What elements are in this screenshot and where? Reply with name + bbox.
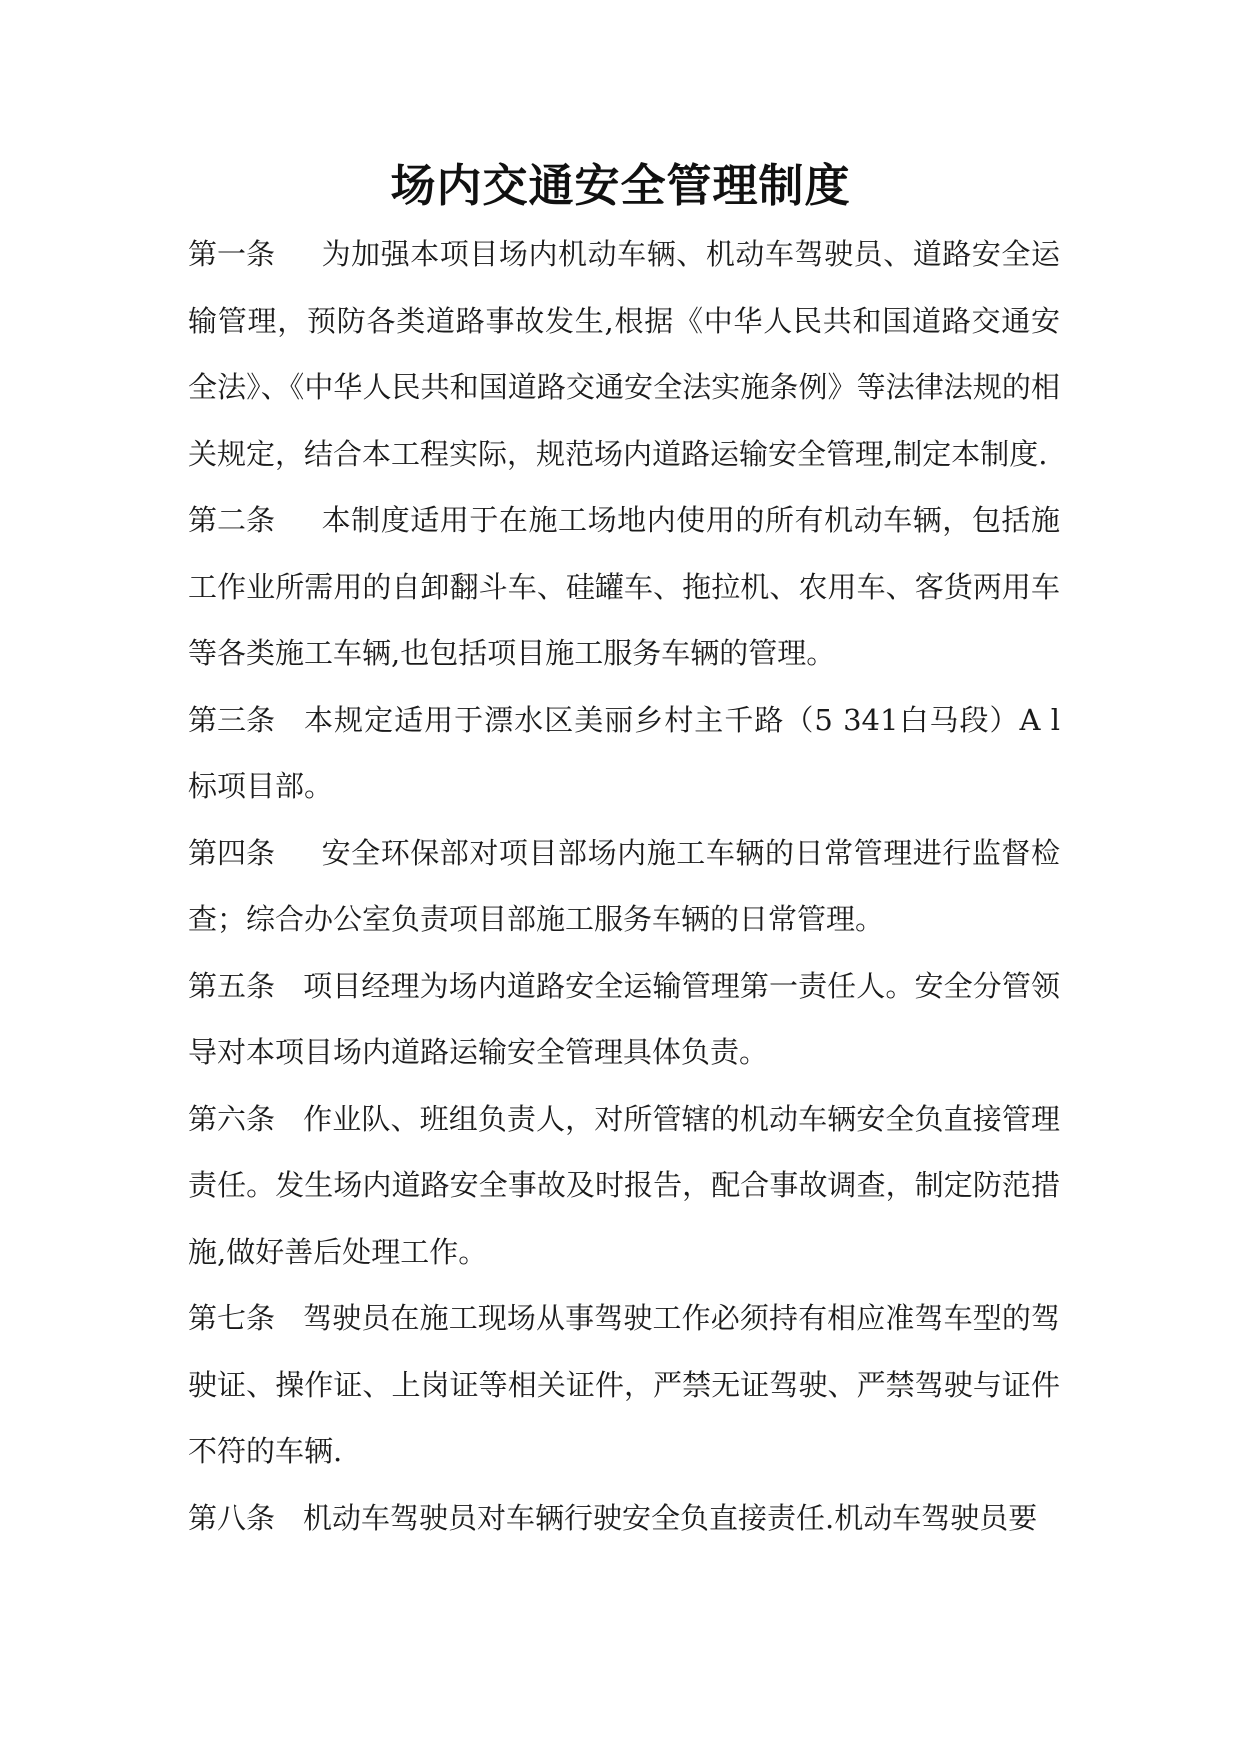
article-text: 作业队、班组负责人，对所管辖的机动车辆安全负直接管理责任。发生场内道路安全事故及时报告，配合事故调查，制定防范措施,做好善后处理工作。 [188, 1101, 1060, 1269]
article-number: 第七条 [188, 1301, 276, 1335]
article-number: 第四条 [188, 835, 276, 870]
article-number: 第六条 [188, 1101, 276, 1136]
article-text: 驾驶员在施工现场从事驾驶工作必须持有相应准驾车型的驾驶证、操作证、上岗证等相关证件，严禁无证驾驶、严禁驾驶与证件不符的车辆. [188, 1301, 1060, 1468]
article-text: 为加强本项目场内机动车辆、机动车驾驶员、道路安全运输管理，预防各类道路事故发生,根据《中华人民共和国道路交通安全法》、《中华人民共和国道路交通安全法实施条例》等法律法规的相关规定，结合本工程实际，规范场内道路运输安全管理,制定本制度. [188, 237, 1060, 471]
article-text: 项目经理为场内道路安全运输管理第一责任人。安全分管领导对本项目场内道路运输安全管理具体负责。 [188, 968, 1060, 1069]
article-text: 安全环保部对项目部场内施工车辆的日常管理进行监督检查；综合办公室负责项目部施工服务车辆的日常管理。 [188, 835, 1060, 936]
article-number: 第八条 [188, 1500, 276, 1535]
article-number: 第一条 [188, 237, 276, 271]
article-number: 第三条 [188, 702, 276, 737]
article-8 [188, 1485, 1060, 1552]
article-4 [188, 820, 1060, 953]
article-2 [188, 487, 1060, 687]
article-text: 本规定适用于漂水区美丽乡村主千路（5 341白马段）A l标项目部。 [188, 702, 1060, 803]
article-5 [188, 953, 1060, 1086]
document-body [188, 221, 1060, 1551]
article-number: 第二条 [188, 503, 276, 537]
article-7 [188, 1285, 1060, 1485]
article-3 [188, 687, 1060, 820]
article-text: 机动车驾驶员对车辆行驶安全负直接责任.机动车驾驶员要 [303, 1500, 1038, 1535]
article-number: 第五条 [188, 968, 276, 1003]
document-title: 场内交通安全管理制度 [390, 159, 851, 212]
article-text: 本制度适用于在施工场地内使用的所有机动车辆，包括施工作业所需用的自卸翻斗车、硅罐车、拖拉机、农用车、客货两用车等各类施工车辆,也包括项目施工服务车辆的管理。 [188, 503, 1060, 670]
article-6 [188, 1086, 1060, 1286]
article-1 [188, 221, 1060, 487]
